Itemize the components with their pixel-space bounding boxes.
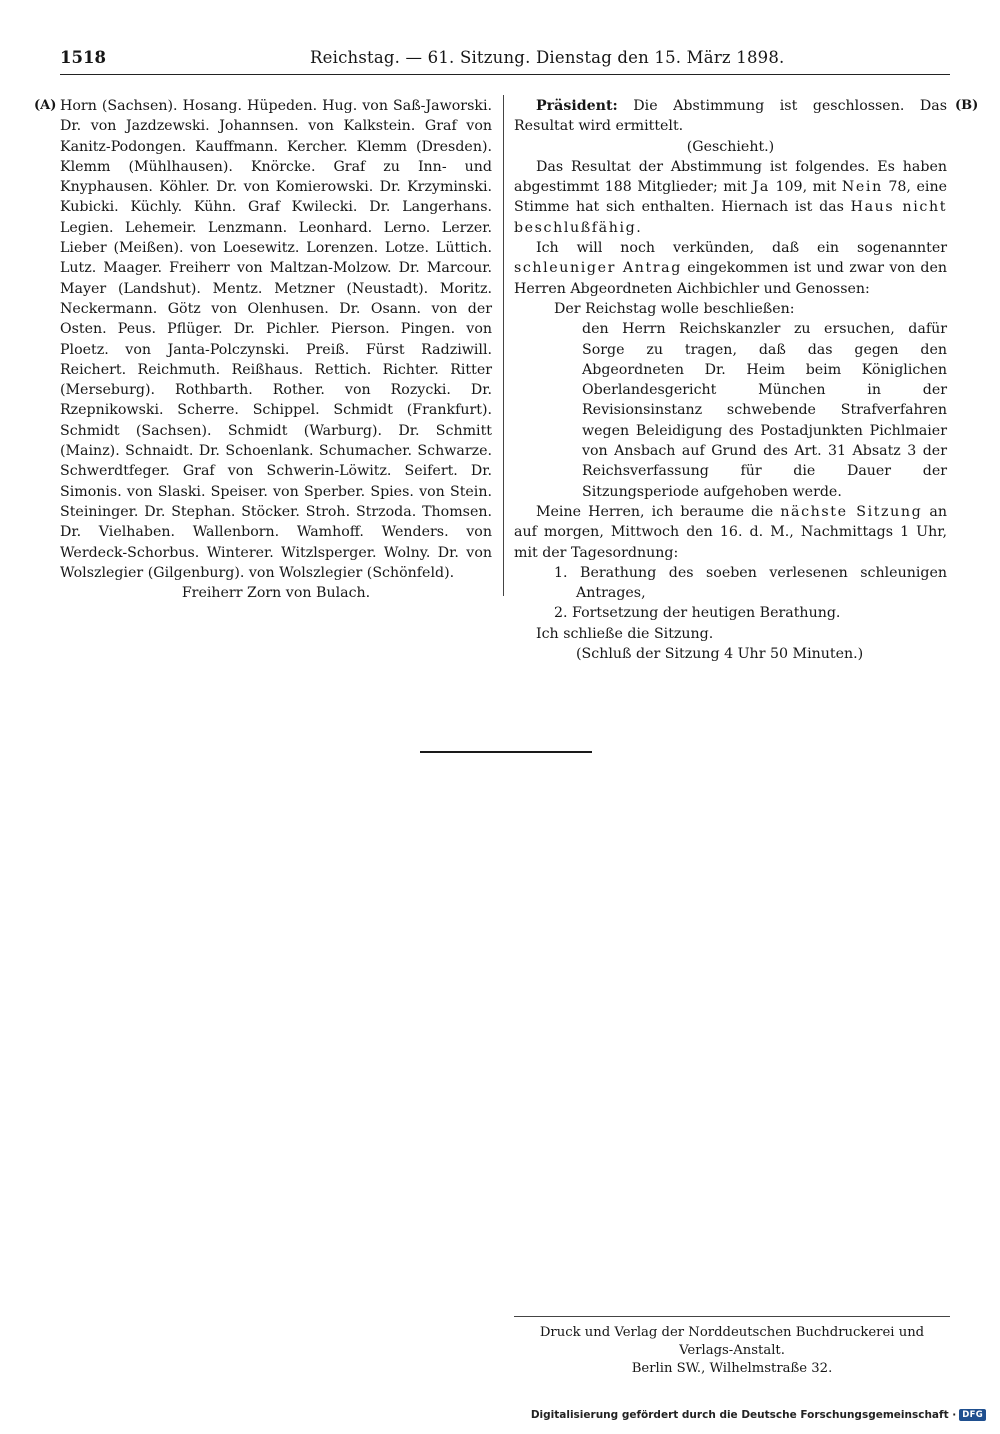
- header-rule: [60, 74, 950, 75]
- next-session-paragraph: Meine Herren, ich beraume die nächste Sitzung an auf morgen, Mittwoch den 16. d. M., Nachmittags 1 Uhr, mit der Tagesordnung:: [514, 503, 947, 561]
- page-number: 1518: [60, 48, 106, 67]
- column-divider: [503, 95, 504, 596]
- imprint-line-2: Berlin SW., Wilhelmstraße 32.: [631, 1361, 833, 1376]
- stage-direction: (Geschieht.): [686, 138, 775, 155]
- left-column: [60, 96, 492, 603]
- motion-heading: Der Reichstag wolle beschließen:: [554, 300, 795, 317]
- imprint: [514, 1324, 950, 1378]
- right-column: [514, 96, 947, 664]
- closing-statement: Ich schließe die Sitzung.: [536, 625, 714, 642]
- agenda-item: 2. Fortsetzung der heutigen Berathung.: [554, 605, 841, 622]
- member-names-last-line: Freiherr Zorn von Bulach.: [181, 585, 371, 602]
- imprint-rule: [514, 1316, 950, 1317]
- session-end-note: (Schluß der Sitzung 4 Uhr 50 Minuten.): [576, 646, 864, 663]
- imprint-line-1: Druck und Verlag der Norddeutschen Buchdruckerei und Verlags-Anstalt.: [539, 1325, 925, 1358]
- margin-label-left: (A): [34, 98, 57, 113]
- speaker-label: Präsident:: [536, 98, 618, 114]
- footer-text: Digitalisierung gefördert durch die Deutsche Forschungsgemeinschaft ·: [530, 1409, 957, 1421]
- motion-announcement: Ich will noch verkünden, daß ein sogenannter schleuniger Antrag eingekommen ist und zwar von den Herren Abgeordneten Aichbichler und Genossen:: [514, 240, 947, 297]
- agenda-item: 1. Berathung des soeben verlesenen schleunigen Antrages,: [554, 564, 947, 602]
- digitization-footer: [531, 1409, 986, 1421]
- member-names: Horn (Sachsen). Hosang. Hüpeden. Hug. von Saß-Jaworski. Dr. von Jazdzewski. Johannsen. von Kalkstein. Graf von Kanitz-Podongen. Kauffmann. Kercher. Klemm (Dresden). Klemm (Mühlhausen). Knörcke. Graf zu Inn- und Knyphausen. Köhler. Dr. von Komierowski. Dr. Krzyminski. Kubicki. Küchly. Kühn. Graf Kwilecki. Dr. Langerhans. Legien. Lehemeir. Lenzmann. Leonhard. Lerno. Lerzer. Lieber (Meißen). von Loesewitz. Lorenzen. Lotze. Lüttich. Lutz. Maager. Freiherr von Maltzan-Molzow. Dr. Marcour. Mayer (Landshut). Mentz. Metzner (Neustadt). Moritz. Neckermann. Götz von Olenhusen. Dr. Osann. von der Osten. Peus. Pflüger. Dr. Pichler. Pierson. Pingen. von Ploetz. von Janta-Polczynski. Preiß. Fürst Radziwill. Reichert. Reichmuth. Reißhaus. Rettich. Richter. Ritter (Merseburg). Rothbarth. Rother. von Rozycki. Dr. Rzepnikowski. Scherre. Schippel. Schmidt (Frankfurt). Schmidt (Sachsen). Schmidt (Warburg). Dr. Schmitt (Mainz). Schnaidt. Dr. Schoenlank. Schumacher. Schwarze. Schwerdtfeger. Graf von Schwerin-Löwitz. Seifert. Dr. Simonis. von Slaski. Speiser. von Sperber. Spies. von Stein. Steininger. Dr. Stephan. Stöcker. Stroh. Strzoda. Thomsen. Dr. Vielhaben. Wallenborn. Wamhoff. Wenders. von Werdeck-Schorbus. Winterer. Witzlsperger. Wolny. Dr. von Wolszlegier (Gilgenburg). von Wolszlegier (Schönfeld).: [60, 98, 492, 581]
- president-statement: Präsident: Die Abstimmung ist geschlossen. Das Resultat wird ermittelt.: [514, 98, 947, 135]
- running-head: Reichstag. — 61. Sitzung. Dienstag den 15. März 1898.: [310, 48, 785, 67]
- page-header: [60, 46, 950, 72]
- vote-result-paragraph: Das Resultat der Abstimmung ist folgendes. Es haben abgestimmt 188 Mitglieder; mit Ja 109, mit Nein 78, eine Stimme hat sich enthalten. Hiernach ist das Haus nicht beschlußfähig.: [514, 158, 948, 236]
- end-rule: [420, 751, 592, 753]
- dfg-logo-icon: DFG: [959, 1409, 986, 1421]
- margin-label-right: (B): [955, 98, 979, 113]
- motion-text: den Herrn Reichskanzler zu ersuchen, dafür Sorge zu tragen, daß das gegen den Abgeordneten Dr. Heim beim Königlichen Oberlandesgericht München in der Revisionsinstanz schwebende Strafverfahren wegen Beleidigung des Postadjunkten Pichlmaier von Ansbach auf Grund des Art. 31 Absatz 3 der Reichsverfassung für die Dauer der Sitzungsperiode aufgehoben werde.: [582, 321, 947, 500]
